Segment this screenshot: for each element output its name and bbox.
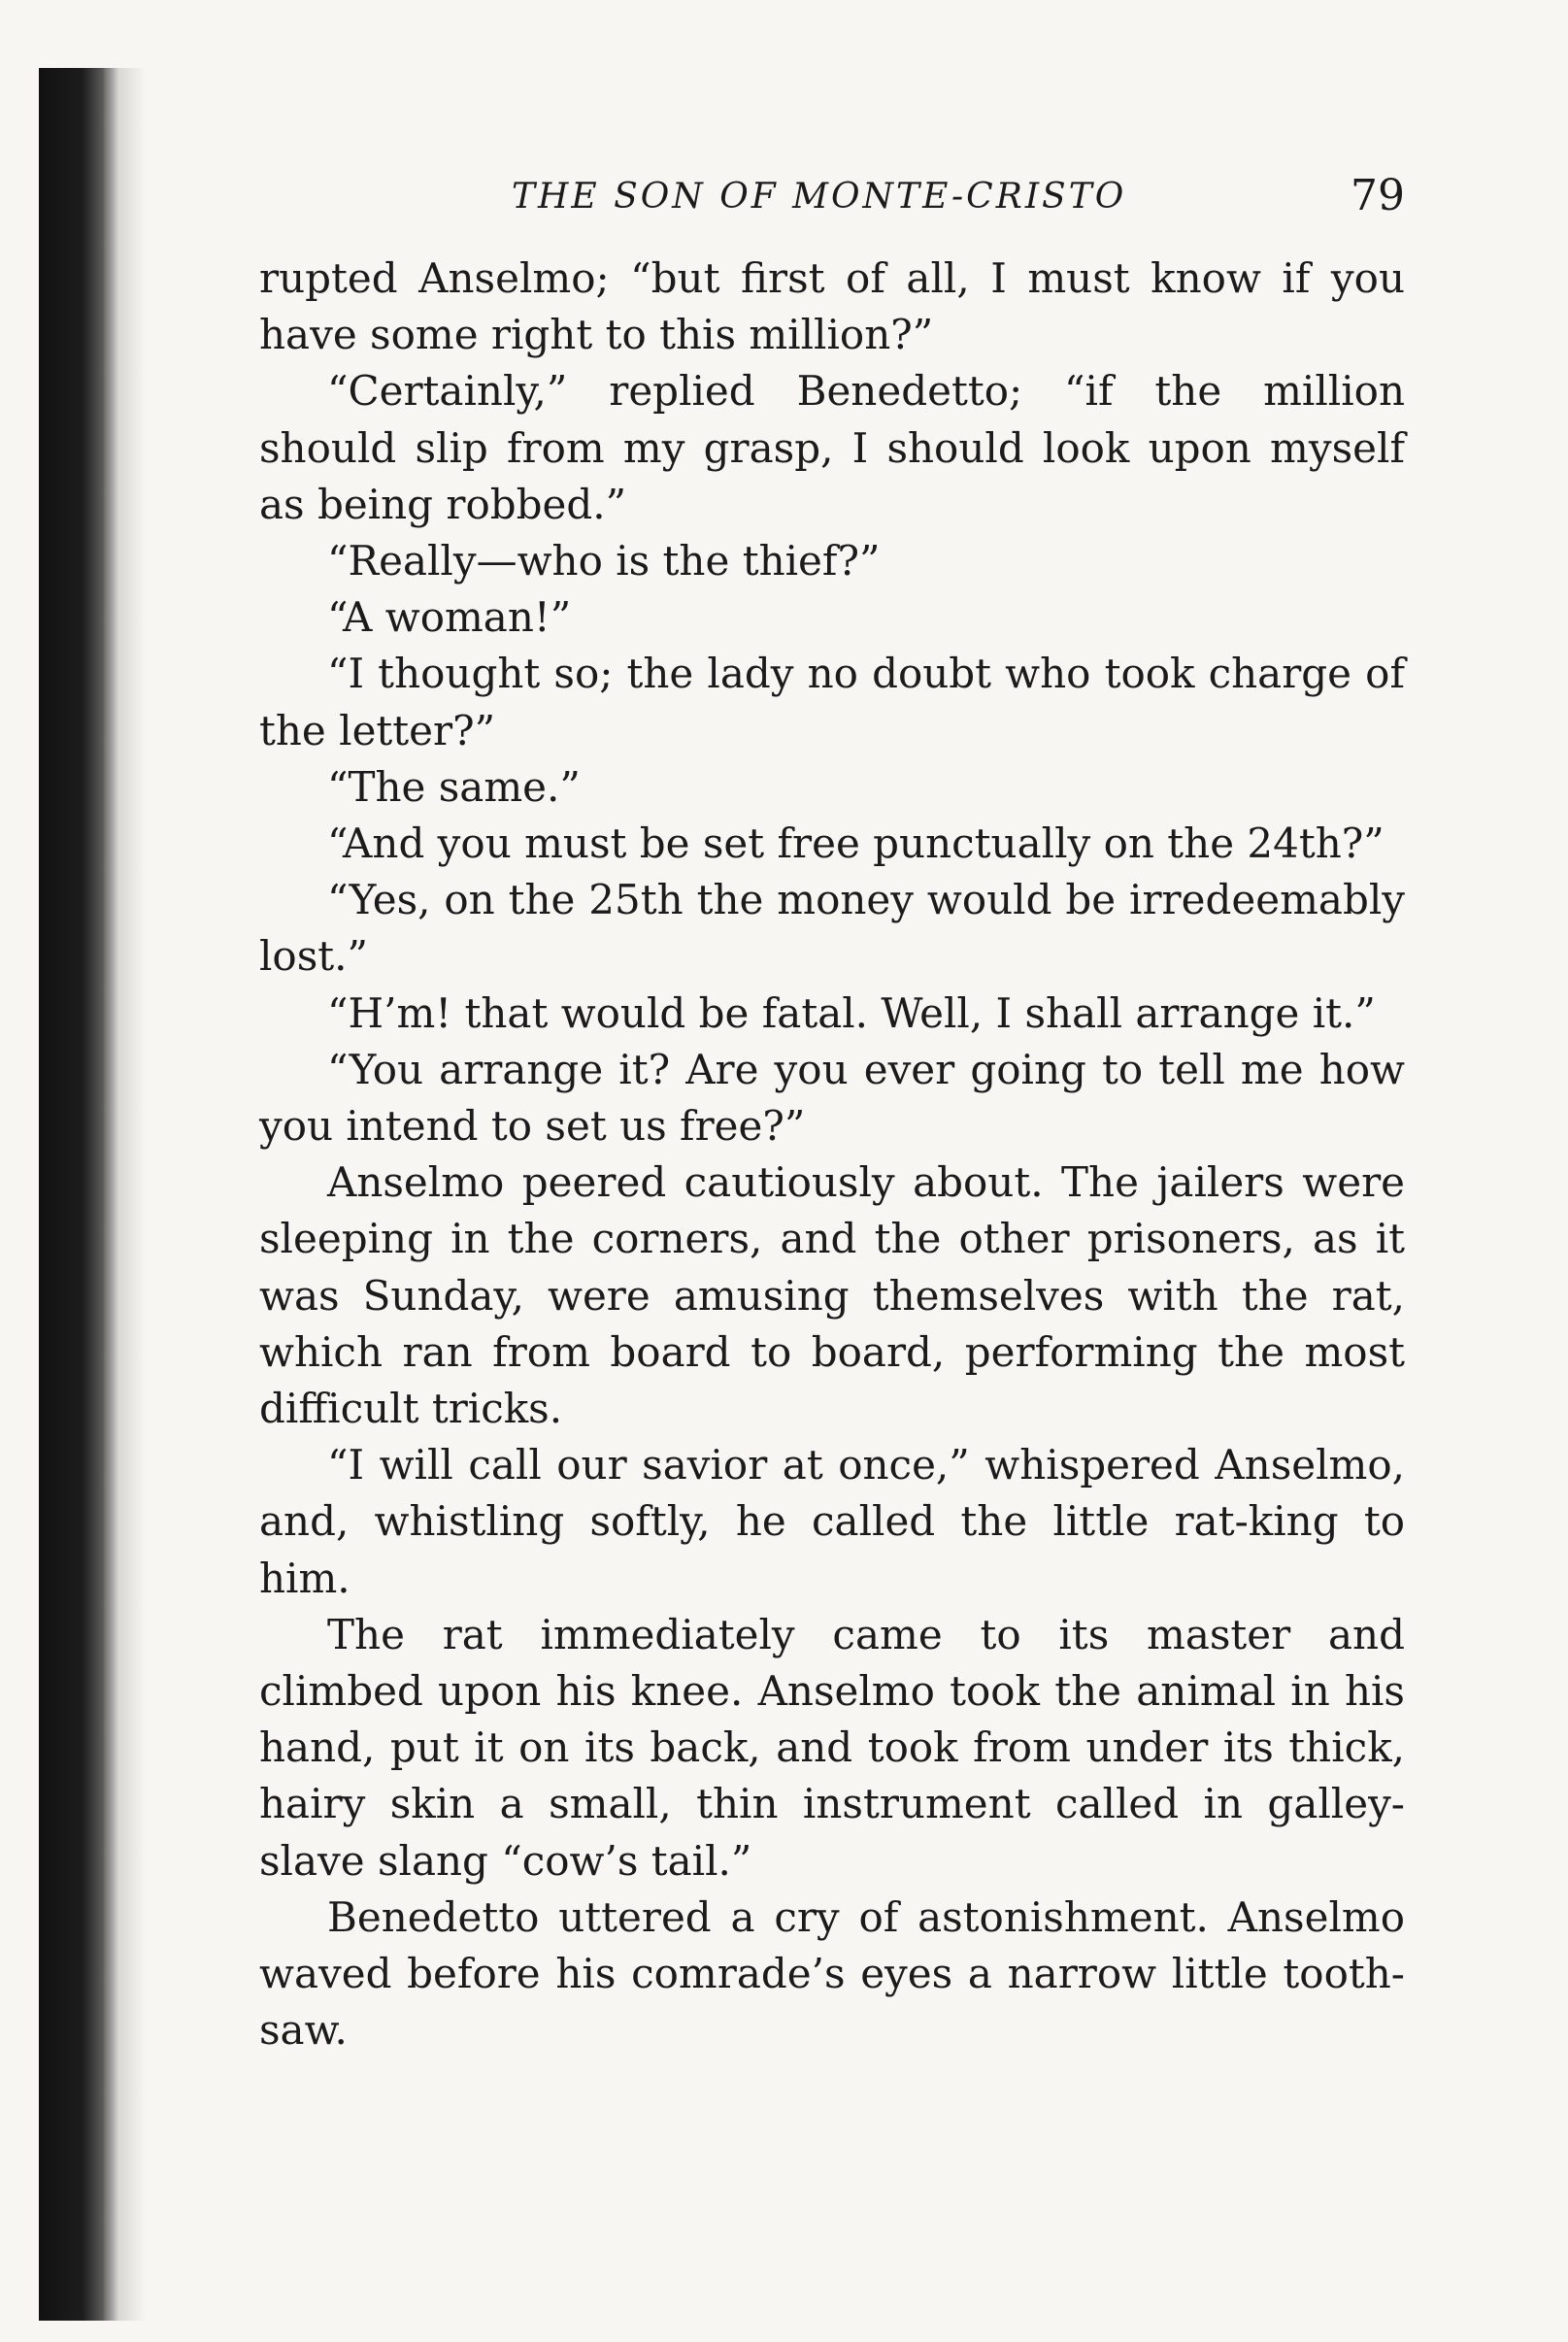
paragraph: “And you must be set free punctually on the 24th?” <box>327 820 1385 868</box>
paragraph: Anselmo peered cautiously about. The jailers were sleeping in the corners, and the other prisoners, as it was Sunday, were amusing themselves with the rat, which ran from board to board, performing the most difficult tricks. <box>259 1158 1405 1433</box>
paragraph: “A woman!” <box>327 593 572 642</box>
paragraph: “Really—who is the thief?” <box>327 537 881 586</box>
paragraph: The rat immediately came to its master and climbed upon his knee. Anselmo took the animal in his hand, put it on its back, and took from under its thick, hairy skin a small, thin instrument called in galley-slave slang “cow’s tail.” <box>259 1610 1405 1885</box>
paragraph: rupted Anselmo; “but first of all, I must know if you have some right to this million?” <box>259 254 1405 359</box>
paragraph: “I thought so; the lady no doubt who took charge of the letter?” <box>259 650 1405 754</box>
running-head <box>259 165 1405 233</box>
page-number: 79 <box>1351 171 1405 220</box>
paragraph: “I will call our savior at once,” whispered Anselmo, and, whistling softly, he called the little rat-king to him. <box>259 1441 1405 1602</box>
book-page <box>259 165 1405 2059</box>
paragraph: “Yes, on the 25th the money would be irredeemably lost.” <box>259 876 1405 981</box>
paragraph: “The same.” <box>327 762 581 811</box>
paragraph: Benedetto uttered a cry of astonishment. Anselmo waved before his comrade’s eyes a narrow little tooth-saw. <box>259 1892 1405 2055</box>
body-text <box>259 251 1405 2059</box>
paragraph: “You arrange it? Are you ever going to tell me how you intend to set us free?” <box>259 1045 1405 1151</box>
binding-shadow-fade <box>107 68 146 2321</box>
paragraph: “H’m! that would be fatal. Well, I shall arrange it.” <box>327 988 1376 1037</box>
running-title: THE SON OF MONTE-CRISTO <box>512 177 1127 217</box>
paragraph: “Certainly,” replied Benedetto; “if the million should slip from my grasp, I should look upon myself as being robbed.” <box>259 367 1405 528</box>
